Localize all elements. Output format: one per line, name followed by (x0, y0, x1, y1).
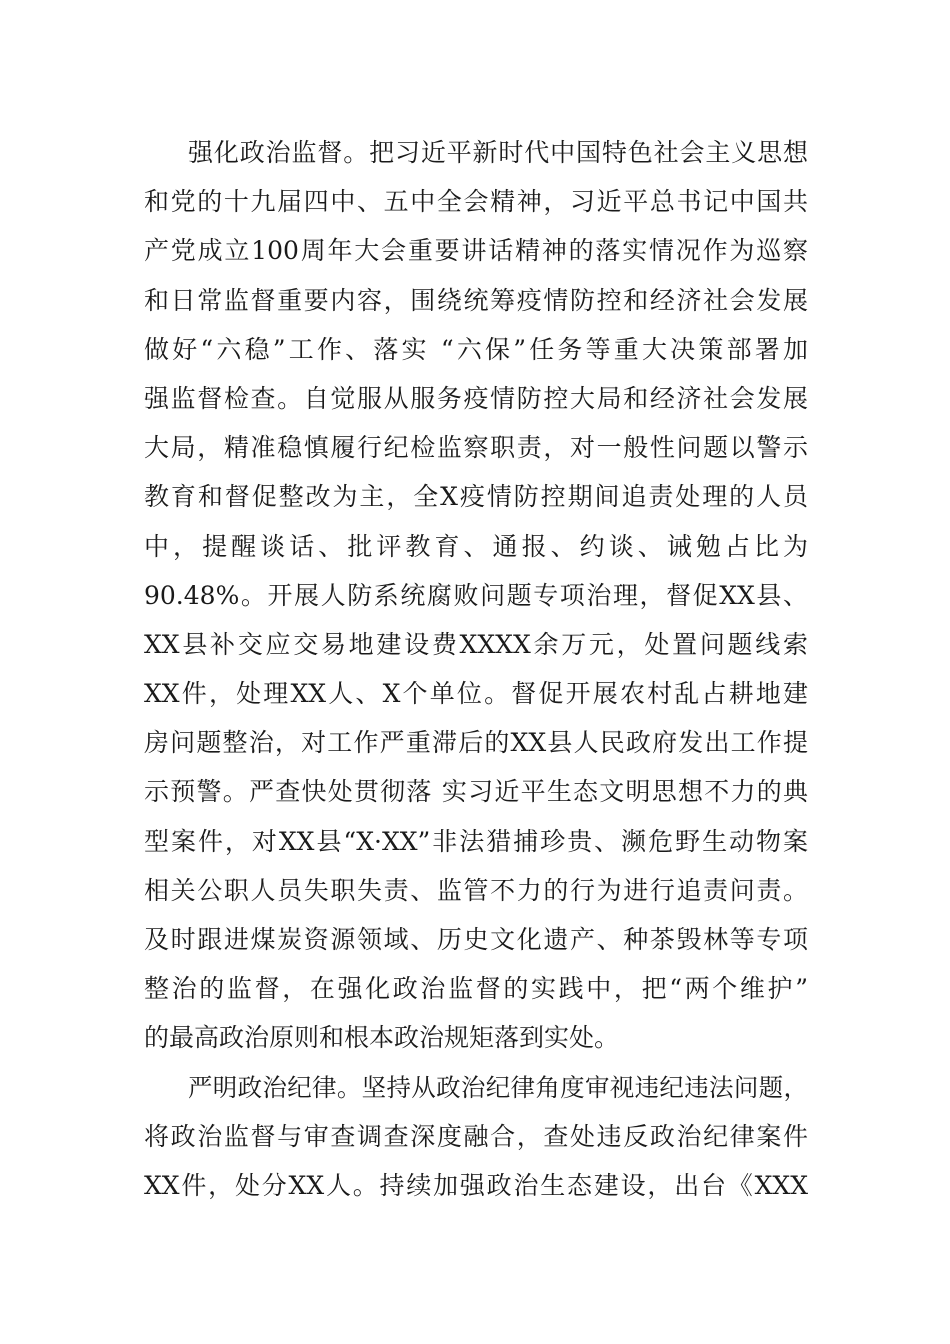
text-line: 产党成立100周年大会重要讲话精神的落实情况作为巡察 (144, 236, 808, 266)
text-line: 示预警。严查快处贯彻落 实习近平生态文明思想不力的典 (144, 777, 808, 807)
text-line: 房问题整治，对工作严重滞后的XX县人民政府发出工作提 (144, 728, 808, 758)
text-line: 及时跟进煤炭资源领域、历史文化遗产、种茶毁林等专项 (144, 925, 808, 954)
paragraph-political-supervision (144, 128, 808, 1063)
text-line: XX县补交应交易地建设费XXXX余万元，处置问题线索 (144, 629, 808, 659)
text-line: XX件，处分XX人。持续加强政治生态建设，出台《XXX (144, 1170, 808, 1200)
text-line: 整治的监督，在强化政治监督的实践中，把“两个维护” (144, 974, 808, 1004)
text-line: 做好“六稳”工作、落实 “六保”任务等重大决策部署加 (144, 334, 808, 364)
text-line: 和日常监督重要内容，围绕统筹疫情防控和经济社会发展 (144, 285, 808, 315)
text-line: 90.48%。开展人防系统腐败问题专项治理，督促XX县、 (144, 580, 808, 610)
text-line: 的最高政治原则和根本政治规矩落到实处。 (144, 1023, 620, 1053)
text-line: 和党的十九届四中、五中全会精神，习近平总书记中国共 (144, 187, 808, 217)
text-line: 将政治监督与审查调查深度融合，查处违反政治纪律案件 (144, 1121, 808, 1151)
text-line: 中，提醒谈话、批评教育、通报、约谈、诫勉占比为 (144, 531, 808, 561)
text-line: 教育和督促整改为主，全X疫情防控期间追责处理的人员 (144, 482, 808, 512)
text-line: 相关公职人员失职失责、监管不力的行为进行追责问责。 (144, 875, 808, 905)
text-line: 严明政治纪律。坚持从政治纪律角度审视违纪违法问题， (188, 1072, 808, 1102)
text-line: 型案件，对XX县“X·XX”非法猎捕珍贵、濒危野生动物案 (144, 826, 808, 856)
text-line: 强监督检查。自觉服从服务疫情防控大局和经济社会发展 (144, 383, 808, 413)
text-line: 大局，精准稳慎履行纪检监察职责，对一般性问题以警示 (144, 433, 808, 463)
text-line: XX件，处理XX人、X个单位。督促开展农村乱占耕地建 (144, 679, 808, 709)
document-body (144, 128, 808, 1210)
paragraph-political-discipline (144, 1063, 808, 1211)
text-line: 强化政治监督。把习近平新时代中国特色社会主义思想 (188, 138, 808, 167)
